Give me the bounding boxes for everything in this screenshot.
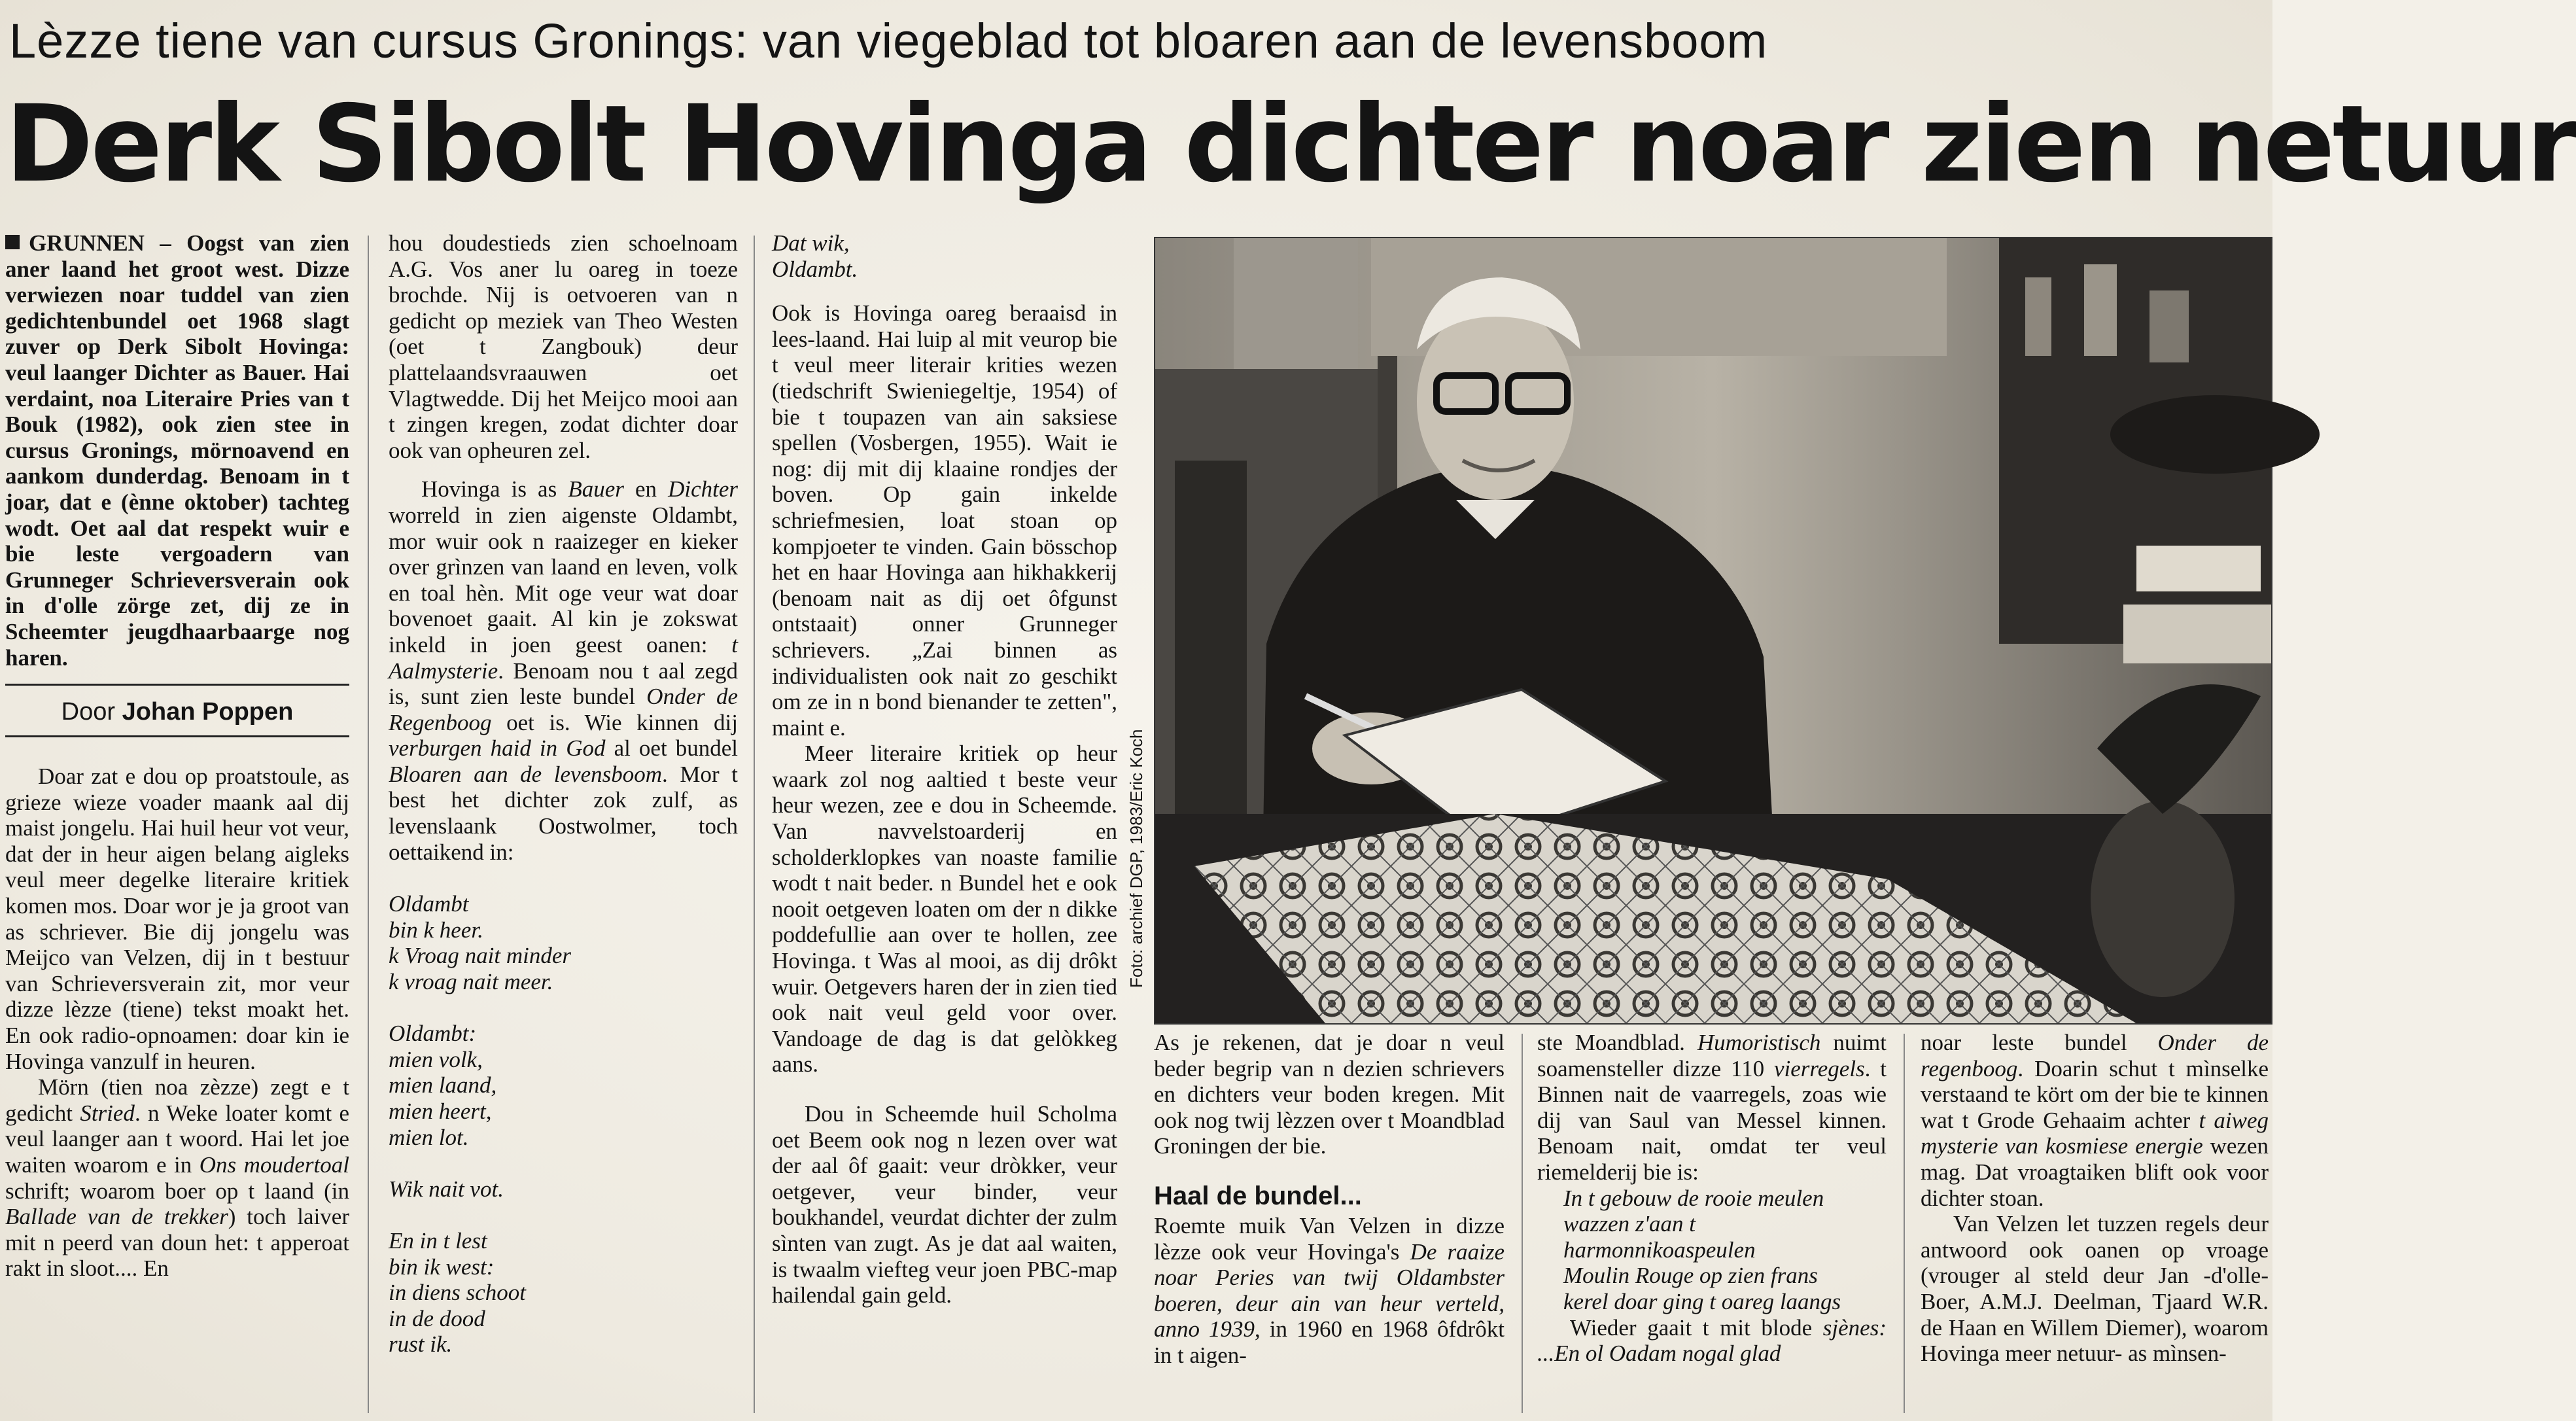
byline-prefix: Door — [61, 698, 122, 726]
verse-line: mien heert, — [389, 1098, 492, 1124]
verse-line: Oldambt: — [389, 1021, 477, 1047]
lead-text: – Oogst van zien aner laand het groot west. Dizze verwiezen noar tuddel van zien gedichtenbundel oet 1968 slagt zuver op Derk Sibolt Hovinga: veul laanger Dichter as Bauer. Hai verdaint, noa Literaire Pries van t Bouk (1982), ook zien stee in cursus Gronings, mörnoavend en aankom dunderdag. Benoam in t joar, dat e (ènne oktober) tachteg wodt. Oet aal dat respekt wuir e bie leste vergoadern van Grunneger Schrieversverain ook in d'olle zörge zet, dij ze in Scheemter jeugdhaarbaarge nog haren. — [5, 230, 349, 671]
paragraph: Meer literaire kritiek op heur waark zol nog aaltied t beste veur heur wezen, zee e dou in Scheemde. Van navvelstoarderij en scholderklopkes van noaste familie wodt t nait beder. n Bundel het e ook nooit oetgeven loaten om der n dikke poddefullie aan over te hollen, zee Hovinga. t Was al mooi, as dij drôkt wuir. Oetgevers haren der in zien tied ook nait veul geld voor over. Vandoage de dag is dat gelòkkeg aans. — [772, 741, 1117, 1078]
verse-line: wazzen z'aan t harmonnikoaspeulen — [1563, 1211, 1756, 1263]
paragraph — [1537, 1030, 1887, 1185]
verse-line: in diens schoot — [389, 1280, 526, 1306]
text-run: oet is. Wie kinnen dij — [491, 709, 738, 735]
text-run: Ons moudertoal — [199, 1152, 349, 1178]
column-divider — [754, 236, 755, 1413]
portrait-photo — [1154, 237, 2272, 1025]
text-run: Ballade van de trekker — [5, 1204, 228, 1230]
verse-line: mien laand, — [389, 1072, 497, 1098]
text-run: . t Binnen nait de vaarregels, zoas wie dij van Saul van Messel kinnen. Benoam nait, omdat ter veul riemelderij bie is: — [1537, 1055, 1887, 1185]
column-divider — [1522, 1034, 1523, 1413]
verse-line: Wik nait vot. — [389, 1176, 504, 1202]
paragraph — [1921, 1030, 2269, 1211]
dateline: GRUNNEN — [29, 230, 145, 256]
verse-line: Oldambt — [389, 891, 469, 917]
subheading: Haal de bundel... — [1154, 1181, 1362, 1210]
text-run: ste Moandblad. — [1537, 1030, 1697, 1055]
column-divider — [1904, 1034, 1905, 1413]
poem-end — [772, 230, 1117, 282]
verse-line: En in t lest — [389, 1227, 487, 1254]
kicker-headline: Lèzze tiene van cursus Gronings: van viegeblad tot bloaren aan de levensboom — [9, 14, 1768, 68]
verse-line: bin k heer. — [389, 917, 483, 943]
column-1 — [5, 230, 349, 1282]
text-run: ) toch laiver mit n peerd van doun het: t apperoat rakt in sloot.... En — [5, 1204, 349, 1282]
verse-line: bin ik west: — [389, 1254, 495, 1280]
verse-line: Moulin Rouge op zien frans — [1563, 1263, 1818, 1289]
photo-illustration — [1155, 238, 2271, 1023]
text-run: Wieder gaait t mit blode — [1570, 1314, 1823, 1341]
text-run: worreld in zien aigenste Oldambt, mor wuir ook n raaizeger en kieker over grìnzen van laand en leven, volk en toal hèn. Mit oge veur wat doar bovenoet gaait. Al kin je zokswat inkeld in joen geest oanen: — [389, 502, 738, 658]
bullet-square-icon — [5, 235, 20, 249]
text-run: Onder de regenboog — [1921, 1030, 2269, 1081]
text-run: vierregels — [1774, 1055, 1865, 1081]
column-divider — [368, 236, 369, 1413]
verse-line: rust ik. — [389, 1331, 453, 1358]
text-run: De raaize noar Peries van twij Oldambster boeren, deur ain van heur verteld, anno 1939 — [1154, 1238, 1505, 1342]
verse-line: Dat wik, — [772, 230, 850, 256]
text-run: wezen mag. Dat vroagtaiken blift ook voor dichter stoan. — [1921, 1133, 2269, 1211]
verse-line: In t gebouw de rooie meulen — [1563, 1185, 1824, 1211]
verse-line: k vroag nait meer. — [389, 969, 553, 995]
paragraph — [389, 476, 738, 865]
paragraph: Dou in Scheemde huil Scholma oet Beem ook nog n lezen over wat der aal ôf gaait: veur dròkker, veur oetgever, veur binder, veur boukhandel, veurdat dichter der zulm sìnten van zugt. As je dat aal waiten, is twaalm viefteg veur joen PBC-map hailendal gain geld. — [772, 1101, 1117, 1308]
paragraph: Ook is Hovinga oareg beraaisd in lees-laand. Hai luip al mit veurop bie t veul meer literair krities wezen (tiedschrift Swieniegeltje, 1954) of bie t toupazen van ain saksiese spellen (Vosbergen, 1955). Wait ie nog: dij mit dij klaaine rondjes der boven. Op gain inkelde schriefmesien, loat stoan op kompjoeter te vinden. Gain bösschop het en haar Hovinga aan hikhakkerij (benoam nait as dij oet ôfgunst ontstaait) onner Grunneger schrievers. „Zai binnen as individualisten ook nait zo geschikt om ze in n bond bienander te zetten", maint e. — [772, 300, 1117, 741]
paragraph: hou doudestieds zien schoelnoam A.G. Vos aner lu oareg in toeze brochde. Nij is oetvoeren van n gedicht op meziek van Theo Westen (oet t Zangbouk) deur plattelaandsvraauwen oet Vlagtwedde. Dij het Meijco mooi aan t zingen kregen, zodat dichter doar ook van opheuren zel. — [389, 230, 738, 463]
text-run: t aiweg mysterie van kosmiese energie — [1921, 1107, 2269, 1159]
verse-line — [389, 1202, 738, 1228]
paragraph — [5, 1074, 349, 1282]
verse-line: Oldambt. — [772, 256, 858, 282]
main-headline: Derk Sibolt Hovinga dichter noar zien netuur — [5, 83, 2576, 206]
verse-line: in de dood — [389, 1305, 485, 1331]
verse-line: mien volk, — [389, 1046, 483, 1072]
paragraph — [1154, 1213, 1505, 1369]
text-run: , in 1960 en 1968 ôfdrôkt in t aigen- — [1154, 1316, 1505, 1368]
column-3 — [772, 230, 1117, 1308]
text-run: Humoristisch — [1697, 1030, 1821, 1055]
byline — [5, 684, 349, 737]
paragraph: Doar zat e dou op proatstoule, as grieze wieze voader maank aal dij maist jongelu. Hai huil heur vot veur, dat der in heur aigen belang aigleks veul meer degelke literaire kritiek komen mos. Doar wor je ja groot van as schriever. Bie dij jongelu was Meijco van Velzen, dij in t bestuur van Schrieversverain zit, mor veur dizze lèzze (tiene) tekst moakt het. En ook radio-opnoamen: doar kin ie Hovinga vanzulf in heuren. — [5, 763, 349, 1074]
text-run: . n Weke loater komt e veul laanger aan t woord. Hai let joe waiten woarom e in — [5, 1100, 349, 1178]
verse-line — [389, 995, 738, 1021]
paragraph: As je rekenen, dat je doar n veul beder begrip van n dezien schrievers en dichters veur boden kregen. Mit ook nog twij lèzzen over t Moandblad Groningen der bie. — [1154, 1030, 1505, 1159]
text-run: sjènes: ...En ol Oadam nogal glad — [1537, 1314, 1887, 1367]
verse-line — [389, 1150, 738, 1176]
quoted-verse — [1537, 1185, 1887, 1315]
text-run: al oet bundel — [605, 735, 738, 762]
text-run: Mörn (tien noa zèzze) zegt e t gedicht — [5, 1074, 349, 1126]
text-run: schrift; woarom boer op t laand (in — [5, 1178, 349, 1204]
paragraph: Van Velzen let tuzzen regels deur antwoord ook oanen op vroage (vrouger al steld deur Jan -d'olle- Boer, A.M.J. Deelman, Tjaard W.R. de Haan en Willem Diemer), woarom Hovinga meer netuur- as mìnsen- — [1921, 1211, 2269, 1367]
lead-paragraph — [5, 230, 349, 671]
poem — [389, 891, 738, 1358]
verse-line: mien lot. — [389, 1124, 469, 1150]
text-run: en — [623, 476, 669, 502]
column-4 — [1154, 1030, 1505, 1369]
byline-author: Johan Poppen — [122, 698, 294, 726]
text-run: noar leste bundel — [1921, 1030, 2158, 1055]
column-2 — [389, 230, 738, 1358]
text-run: Bauer — [568, 476, 624, 502]
verse-line: k Vroag nait minder — [389, 943, 571, 969]
text-run: Roemte muik Van Velzen in dizze lèzze ook veur Hovinga's — [1154, 1212, 1505, 1265]
column-6 — [1921, 1030, 2269, 1367]
photo-credit — [1126, 962, 1147, 988]
text-run: nuimt soamensteller dizze 110 — [1537, 1030, 1887, 1081]
text-run: Hovinga is as — [421, 476, 568, 502]
text-run: Bloaren aan de levensboom — [389, 761, 663, 787]
verse-line: kerel doar ging t oareg laangs — [1563, 1288, 1841, 1314]
text-run: verburgen haid in God — [389, 735, 606, 762]
text-run: . Mor t best het dichter zok zulf, as levenslaank Oostwolmer, toch oettaikend in: — [389, 761, 738, 865]
text-run: Onder de Regenboog — [389, 684, 738, 735]
text-run: t Aalmysterie — [389, 631, 738, 684]
column-5 — [1537, 1030, 1887, 1367]
text-run: . Benoam nou t aal zegd is, sunt zien leste bundel — [389, 658, 738, 710]
text-run: . Doarin schut t mìnselke verstaand te kört om der bie te kinnen wat t Grode Gehaaim achter — [1921, 1055, 2269, 1133]
text-run: Stried — [80, 1100, 135, 1126]
text-run: Dichter — [668, 476, 738, 502]
paragraph — [1537, 1315, 1887, 1367]
